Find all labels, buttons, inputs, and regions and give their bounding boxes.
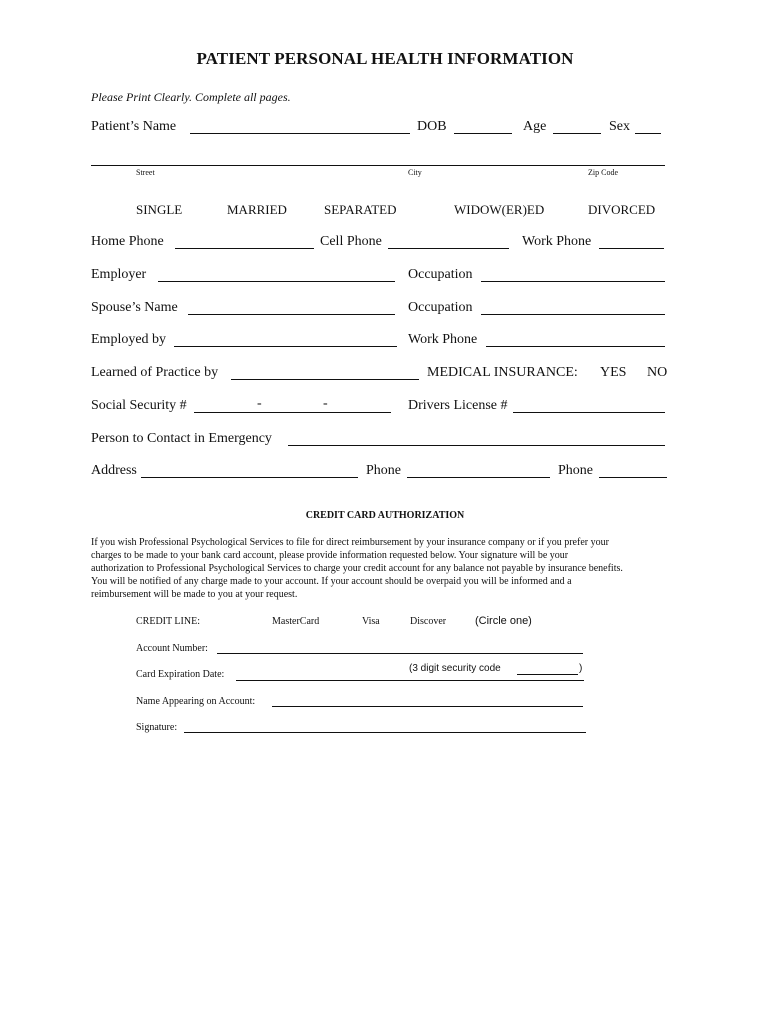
security-code-field[interactable]: [517, 674, 578, 675]
card-expiration-field[interactable]: [236, 680, 584, 681]
page-title: PATIENT PERSONAL HEALTH INFORMATION: [196, 49, 574, 68]
work-phone-field[interactable]: [599, 248, 664, 249]
status-married[interactable]: MARRIED: [227, 202, 287, 217]
insurance-yes[interactable]: YES: [600, 365, 627, 380]
learned-of-practice-field[interactable]: [231, 379, 419, 380]
phone-1-field[interactable]: [407, 477, 550, 478]
insurance-no[interactable]: NO: [647, 365, 668, 380]
patient-name-field[interactable]: [190, 133, 410, 134]
street-caption: Street: [136, 168, 155, 177]
phone-1-label: Phone: [366, 463, 401, 478]
employed-by-label: Employed by: [91, 332, 167, 347]
account-number-field[interactable]: [217, 653, 583, 654]
sex-label: Sex: [609, 119, 630, 134]
work-phone-label: Work Phone: [522, 234, 592, 249]
status-widowed[interactable]: WIDOW(ER)ED: [454, 202, 545, 217]
occupation-field[interactable]: [481, 281, 665, 282]
phone-2-label: Phone: [558, 463, 593, 478]
spouse-occupation-label: Occupation: [408, 300, 473, 315]
account-number-label: Account Number:: [136, 643, 208, 654]
credit-card-heading: CREDIT CARD AUTHORIZATION: [305, 510, 465, 521]
employed-by-field[interactable]: [174, 346, 397, 347]
phone-2-field[interactable]: [599, 477, 667, 478]
instructions: Please Print Clearly. Complete all pages.: [91, 90, 291, 104]
spouse-name-label: Spouse’s Name: [91, 300, 178, 315]
cell-phone-label: Cell Phone: [320, 234, 382, 249]
cc-paragraph-line-2: charges to be made to your bank card account, please provide information requested below. Your signature will be your: [91, 550, 569, 561]
circle-one-note: (Circle one): [475, 615, 532, 627]
dob-field[interactable]: [454, 133, 512, 134]
employer-label: Employer: [91, 267, 147, 282]
status-divorced[interactable]: DIVORCED: [588, 202, 656, 217]
home-phone-label: Home Phone: [91, 234, 164, 249]
work-phone-2-field[interactable]: [486, 346, 665, 347]
card-visa[interactable]: Visa: [362, 616, 380, 627]
age-field[interactable]: [553, 133, 601, 134]
dob-label: DOB: [417, 119, 447, 134]
cc-paragraph-line-1: If you wish Professional Psychological Services to file for direct reimbursement by your insurance company or if you prefer your: [91, 537, 609, 548]
emergency-contact-label: Person to Contact in Emergency: [91, 431, 272, 446]
name-on-account-field[interactable]: [272, 706, 583, 707]
address-label: Address: [91, 463, 137, 478]
ssn-dash-2: -: [323, 396, 328, 411]
security-code-close: ): [579, 663, 583, 674]
zip-caption: Zip Code: [588, 168, 618, 177]
drivers-license-field[interactable]: [513, 412, 665, 413]
employer-field[interactable]: [158, 281, 395, 282]
status-single[interactable]: SINGLE: [136, 202, 183, 217]
social-security-field[interactable]: [194, 412, 391, 413]
drivers-license-label: Drivers License #: [408, 398, 508, 413]
sex-field[interactable]: [635, 133, 661, 134]
age-label: Age: [523, 119, 547, 134]
cc-paragraph-line-3: authorization to Professional Psychological Services to charge your credit account for any balance not payable by insurance benefits.: [91, 563, 623, 574]
occupation-label: Occupation: [408, 267, 473, 282]
spouse-occupation-field[interactable]: [481, 314, 665, 315]
work-phone-2-label: Work Phone: [408, 332, 478, 347]
social-security-label: Social Security #: [91, 398, 187, 413]
cell-phone-field[interactable]: [388, 248, 509, 249]
emergency-address-field[interactable]: [141, 477, 358, 478]
cc-paragraph-line-4: You will be notified of any charge made to your account. If your account should be overpaid you will be informed and a: [91, 576, 572, 587]
signature-field[interactable]: [184, 732, 586, 733]
emergency-contact-field[interactable]: [288, 445, 665, 446]
cc-paragraph-line-5: reimbursement will be made to you at your request.: [91, 589, 298, 600]
home-phone-field[interactable]: [175, 248, 314, 249]
security-code-label: (3 digit security code: [409, 663, 501, 674]
credit-line-label: CREDIT LINE:: [136, 616, 200, 627]
learned-of-practice-label: Learned of Practice by: [91, 365, 219, 380]
status-separated[interactable]: SEPARATED: [324, 202, 397, 217]
signature-label: Signature:: [136, 722, 178, 733]
card-expiration-label: Card Expiration Date:: [136, 669, 225, 680]
medical-insurance-label: MEDICAL INSURANCE:: [427, 365, 578, 380]
patient-name-label: Patient’s Name: [91, 119, 177, 134]
street-address-field[interactable]: [91, 165, 665, 166]
ssn-dash-1: -: [257, 396, 262, 411]
spouse-name-field[interactable]: [188, 314, 395, 315]
card-mastercard[interactable]: MasterCard: [272, 616, 320, 627]
name-on-account-label: Name Appearing on Account:: [136, 696, 256, 707]
city-caption: City: [408, 168, 422, 177]
card-discover[interactable]: Discover: [410, 616, 447, 627]
